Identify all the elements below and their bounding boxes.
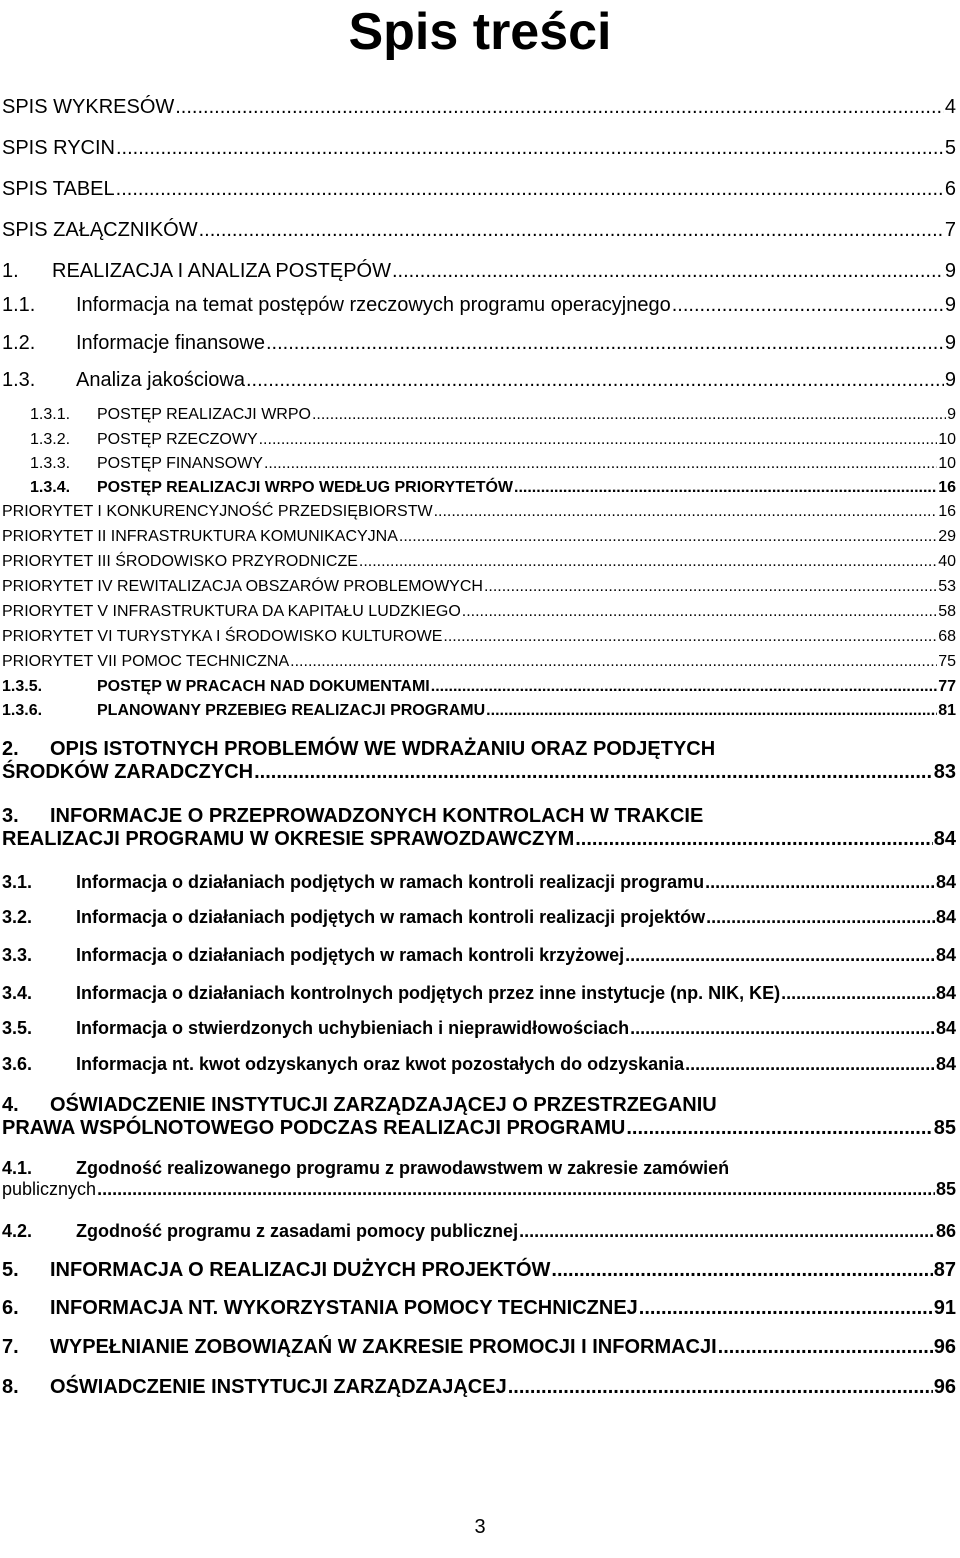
dot-leader	[626, 1117, 932, 1140]
toc-entry-3-6[interactable]	[2, 1054, 956, 1075]
dot-leader	[264, 455, 937, 473]
toc-entry-1-3-2[interactable]	[30, 431, 956, 449]
dot-leader	[431, 678, 937, 696]
toc-entry-text: OŚWIADCZENIE INSTYTUCJI ZARZĄDZAJĄCEJ	[50, 1376, 507, 1398]
toc-entry-4[interactable]	[2, 1094, 956, 1140]
toc-entry-priorytet-6[interactable]	[2, 628, 956, 646]
toc-entry-number: 1.3.3.	[30, 455, 71, 472]
toc-entry-1-3-3[interactable]	[30, 455, 956, 473]
toc-entry-page: 4	[944, 96, 956, 118]
toc-entry-text: OŚWIADCZENIE INSTYTUCJI ZARZĄDZAJĄCEJ O PRZESTRZEGANIU	[50, 1094, 717, 1116]
toc-entry-text: PRIORYTET III ŚRODOWISKO PRZYRODNICZE	[2, 553, 358, 570]
toc-entry-page: 9	[944, 369, 956, 391]
toc-entry-number: 2.	[2, 738, 19, 760]
toc-entry-3-1[interactable]	[2, 872, 956, 893]
dot-leader	[116, 137, 944, 160]
toc-entry-number: 7.	[2, 1336, 19, 1358]
toc-entry-text-continued: publicznych	[2, 1179, 97, 1199]
dot-leader	[519, 1221, 935, 1242]
toc-entry-number: 6.	[2, 1297, 19, 1319]
toc-entry-5[interactable]	[2, 1259, 956, 1282]
toc-entry-number: 1.1.	[2, 294, 36, 316]
toc-entry-3-4[interactable]	[2, 983, 956, 1004]
dot-leader	[254, 761, 933, 784]
toc-entry-spis-tabel[interactable]	[2, 178, 956, 201]
toc-entry-text: PRIORYTET VII POMOC TECHNICZNA	[2, 653, 290, 670]
dot-leader	[486, 702, 937, 720]
toc-entry-number: 5.	[2, 1259, 19, 1281]
dot-leader	[575, 828, 933, 851]
toc-entry-page: 9	[944, 294, 956, 316]
toc-entry-page: 84	[935, 1054, 956, 1074]
toc-entry-priorytet-2[interactable]	[2, 528, 956, 546]
dot-leader	[359, 553, 937, 571]
toc-entry-text: SPIS TABEL	[2, 178, 115, 200]
toc-entry-text: PLANOWANY PRZEBIEG REALIZACJI PROGRAMU	[97, 702, 486, 719]
toc-entry-text-continued: ŚRODKÓW ZARADCZYCH	[2, 761, 254, 783]
toc-entry-text: POSTĘP FINANSOWY	[97, 455, 263, 472]
toc-entry-number: 1.3.	[2, 369, 36, 391]
toc-entry-text: Informacja o działaniach podjętych w ramach kontroli krzyżowej	[76, 945, 625, 965]
dot-leader	[259, 431, 938, 449]
toc-entry-page: 86	[935, 1221, 956, 1241]
toc-entry-number: 3.4.	[2, 983, 33, 1003]
toc-entry-text: INFORMACJE O PRZEPROWADZONYCH KONTROLACH W TRAKCIE	[50, 805, 704, 827]
toc-entry-page: 96	[933, 1376, 956, 1398]
dot-leader	[514, 479, 937, 497]
toc-entry-number: 3.1.	[2, 872, 33, 892]
dot-leader	[246, 369, 944, 392]
toc-entry-line-2	[2, 1117, 956, 1140]
toc-entry-6[interactable]	[2, 1297, 956, 1320]
dot-leader	[630, 1018, 935, 1039]
dot-leader	[97, 1179, 935, 1200]
toc-entry-priorytet-7[interactable]	[2, 653, 956, 671]
toc-entry-1-3-5[interactable]	[2, 678, 956, 696]
dot-leader	[508, 1376, 933, 1399]
toc-entry-page: 84	[935, 1018, 956, 1038]
toc-entry-spis-wykresow[interactable]	[2, 96, 956, 119]
toc-entry-page: 84	[935, 872, 956, 892]
toc-entry-page: 9	[944, 332, 956, 354]
toc-entry-text: WYPEŁNIANIE ZOBOWIĄZAŃ W ZAKRESIE PROMOCJI I INFORMACJI	[50, 1336, 717, 1358]
toc-entry-priorytet-3[interactable]	[2, 553, 956, 571]
dot-leader	[672, 294, 944, 317]
page-title: Spis treści	[348, 3, 612, 61]
toc-entry-text: PRIORYTET V INFRASTRUKTURA DA KAPITAŁU LUDZKIEGO	[2, 603, 461, 620]
toc-entry-text: Informacje finansowe	[76, 332, 265, 354]
toc-entry-1-3-1[interactable]	[30, 406, 956, 424]
toc-entry-page: 5	[944, 137, 956, 159]
dot-leader	[399, 528, 937, 546]
toc-entry-number: 1.3.4.	[30, 479, 71, 496]
toc-entry-text: POSTĘP REALIZACJI WRPO	[97, 406, 311, 423]
toc-entry-number: 1.3.1.	[30, 406, 71, 423]
toc-entry-text: Zgodność programu z zasadami pomocy publicznej	[76, 1221, 519, 1241]
toc-entry-3-5[interactable]	[2, 1018, 956, 1039]
toc-entry-priorytet-5[interactable]	[2, 603, 956, 621]
toc-entry-page: 6	[944, 178, 956, 200]
toc-entry-line-1	[2, 1094, 956, 1117]
dot-leader	[781, 983, 935, 1004]
toc-entry-text: Informacja na temat postępów rzeczowych programu operacyjnego	[76, 294, 671, 316]
toc-entry-text: POSTĘP RZECZOWY	[97, 431, 258, 448]
dot-leader	[706, 907, 935, 928]
dot-leader	[266, 332, 944, 355]
toc-entry-page: 85	[933, 1117, 956, 1139]
toc-entry-page: 91	[933, 1297, 956, 1319]
toc-entry-page: 9	[944, 260, 956, 282]
toc-entry-1-1[interactable]	[2, 294, 956, 317]
dot-leader	[175, 96, 944, 119]
toc-entry-number: 3.6.	[2, 1054, 33, 1074]
toc-entry-page: 10	[938, 431, 956, 448]
dot-leader	[551, 1259, 932, 1282]
toc-entry-1-2[interactable]	[2, 332, 956, 355]
toc-entry-text: OPIS ISTOTNYCH PROBLEMÓW WE WDRAŻANIU ORAZ PODJĘTYCH	[50, 738, 716, 760]
toc-entry-page: 87	[933, 1259, 956, 1281]
dot-leader	[199, 219, 944, 242]
toc-entry-1[interactable]	[2, 260, 956, 283]
toc-entry-text: POSTĘP REALIZACJI WRPO WEDŁUG PRIORYTETÓW	[97, 479, 514, 496]
toc-entry-text: PRIORYTET IV REWITALIZACJA OBSZARÓW PROBLEMOWYCH	[2, 578, 483, 595]
toc-entry-page: 84	[933, 828, 956, 850]
toc-entry-number: 3.3.	[2, 945, 33, 965]
toc-entry-text: Informacja o stwierdzonych uchybieniach i nieprawidłowościach	[76, 1018, 630, 1038]
toc-entry-text: SPIS WYKRESÓW	[2, 96, 175, 118]
toc-entry-page: 96	[933, 1336, 956, 1358]
toc-entry-page: 84	[935, 983, 956, 1003]
toc-entry-text: PRIORYTET II INFRASTRUKTURA KOMUNIKACYJNA	[2, 528, 398, 545]
toc-entry-text-continued: REALIZACJI PROGRAMU W OKRESIE SPRAWOZDAWCZYM	[2, 828, 575, 850]
toc-entry-4-2[interactable]	[2, 1221, 956, 1242]
toc-entry-number: 1.	[2, 260, 19, 282]
dot-leader	[392, 260, 944, 283]
dot-leader	[718, 1336, 933, 1359]
dot-leader	[290, 653, 937, 671]
toc-entry-line-2	[2, 828, 956, 851]
toc-entry-page: 9	[947, 406, 956, 423]
toc-entry-page: 29	[938, 528, 956, 545]
toc-entry-1-3-6[interactable]	[2, 702, 956, 720]
toc-entry-page: 16	[938, 479, 956, 496]
toc-entry-text: Analiza jakościowa	[76, 369, 245, 391]
toc-entry-page: 75	[938, 653, 956, 670]
toc-entry-line-1	[2, 805, 956, 828]
toc-entry-text: POSTĘP W PRACACH NAD DOKUMENTAMI	[97, 678, 430, 695]
toc-entry-1-3[interactable]	[2, 369, 956, 392]
toc-entry-text: Informacja nt. kwot odzyskanych oraz kwot pozostałych do odzyskania	[76, 1054, 685, 1074]
toc-entry-page: 40	[938, 553, 956, 570]
toc-entry-text-continued: PRAWA WSPÓLNOTOWEGO PODCZAS REALIZACJI PROGRAMU	[2, 1117, 626, 1139]
toc-entry-page: 58	[938, 603, 956, 620]
toc-entry-text: INFORMACJA O REALIZACJI DUŻYCH PROJEKTÓW	[50, 1259, 551, 1281]
toc-entry-line-2	[2, 761, 956, 784]
toc-entry-line-2	[2, 1179, 956, 1200]
toc-entry-3-3[interactable]	[2, 945, 956, 966]
toc-entry-number: 3.5.	[2, 1018, 33, 1038]
page-number: 3	[474, 1516, 486, 1538]
toc-entry-3-2[interactable]	[2, 907, 956, 928]
toc-entry-text: Informacja o działaniach podjętych w ramach kontroli realizacji programu	[76, 872, 705, 892]
dot-leader	[484, 578, 937, 596]
dot-leader	[705, 872, 935, 893]
toc-entry-text: INFORMACJA NT. WYKORZYSTANIA POMOCY TECHNICZNEJ	[50, 1297, 638, 1319]
dot-leader	[443, 628, 937, 646]
dot-leader	[312, 406, 946, 424]
toc-entry-number: 1.3.5.	[2, 678, 43, 695]
toc-entry-page: 85	[935, 1179, 956, 1199]
dot-leader	[625, 945, 935, 966]
toc-entry-number: 1.2.	[2, 332, 36, 354]
toc-entry-number: 8.	[2, 1376, 19, 1398]
toc-entry-spis-rycin[interactable]	[2, 137, 956, 160]
toc-entry-page: 53	[938, 578, 956, 595]
toc-entry-number: 3.2.	[2, 907, 33, 927]
dot-leader	[685, 1054, 935, 1075]
toc-entry-line-1	[2, 1158, 956, 1179]
toc-entry-page: 68	[938, 628, 956, 645]
toc-entry-text: PRIORYTET I KONKURENCYJNOŚĆ PRZEDSIĘBIORSTW	[2, 503, 433, 520]
toc-entry-line-1	[2, 738, 956, 761]
toc-entry-text: SPIS ZAŁĄCZNIKÓW	[2, 219, 198, 241]
toc-entry-page: 16	[938, 503, 956, 520]
toc-entry-page: 83	[933, 761, 956, 783]
toc-entry-page: 84	[935, 907, 956, 927]
toc-entry-priorytet-1[interactable]	[2, 503, 956, 521]
toc-entry-text: PRIORYTET VI TURYSTYKA I ŚRODOWISKO KULTUROWE	[2, 628, 443, 645]
toc-entry-7[interactable]	[2, 1336, 956, 1359]
toc-entry-4-1[interactable]	[2, 1158, 956, 1200]
toc-entry-number: 4.2.	[2, 1221, 33, 1241]
dot-leader	[116, 178, 944, 201]
toc-entry-3[interactable]	[2, 805, 956, 851]
toc-entry-number: 1.3.2.	[30, 431, 71, 448]
toc-entry-priorytet-4[interactable]	[2, 578, 956, 596]
toc-entry-page: 81	[938, 702, 956, 719]
toc-entry-number: 3.	[2, 805, 19, 827]
toc-entry-text: REALIZACJA I ANALIZA POSTĘPÓW	[52, 260, 391, 282]
dot-leader	[434, 503, 938, 521]
toc-entry-text: Zgodność realizowanego programu z prawodawstwem w zakresie zamówień	[76, 1158, 730, 1178]
toc-entry-page: 84	[935, 945, 956, 965]
toc-entry-page: 77	[938, 678, 956, 695]
toc-entry-number: 4.1.	[2, 1158, 33, 1178]
toc-entry-page: 10	[938, 455, 956, 472]
toc-entry-text: Informacja o działaniach podjętych w ramach kontroli realizacji projektów	[76, 907, 706, 927]
dot-leader	[639, 1297, 933, 1320]
toc-entry-8[interactable]	[2, 1376, 956, 1399]
toc-entry-page: 7	[944, 219, 956, 241]
toc-entry-1-3-4[interactable]	[30, 479, 956, 497]
dot-leader	[462, 603, 937, 621]
toc-entry-2[interactable]	[2, 738, 956, 784]
toc-entry-spis-zalacznikow[interactable]	[2, 219, 956, 242]
toc-entry-number: 4.	[2, 1094, 19, 1116]
toc-entry-text: SPIS RYCIN	[2, 137, 115, 159]
toc-entry-number: 1.3.6.	[2, 702, 43, 719]
toc-entry-text: Informacja o działaniach kontrolnych podjętych przez inne instytucje (np. NIK, KE)	[76, 983, 781, 1003]
